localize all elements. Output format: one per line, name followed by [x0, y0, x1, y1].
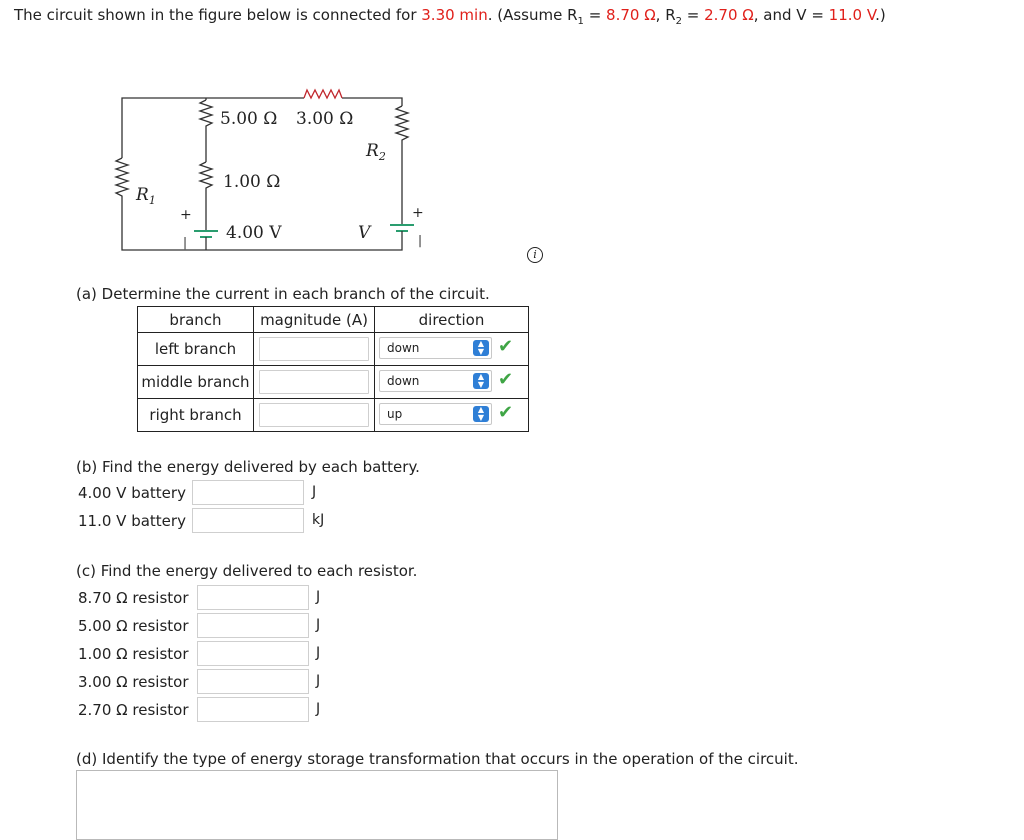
select-arrows-icon: ▲ ▼	[473, 340, 489, 356]
circuit-diagram	[100, 80, 440, 260]
select-arrows-icon: ▲ ▼	[473, 373, 489, 389]
plus-sign-right: +	[412, 205, 424, 221]
plus-sign-middle: +	[180, 207, 192, 223]
branch-table	[137, 306, 529, 432]
select-arrows-icon: ▲ ▼	[473, 406, 489, 422]
header-branch: branch	[138, 307, 254, 333]
label-1ohm: 1.00 Ω	[223, 172, 281, 192]
direction-select-right[interactable]	[379, 403, 492, 425]
magnitude-input-left[interactable]	[259, 337, 369, 361]
label-r1: $R_1$	[136, 185, 156, 207]
resistor-5-00-input[interactable]	[197, 613, 309, 638]
equals-sign: =	[682, 6, 705, 24]
r2-value: 2.70 Ω	[704, 6, 754, 24]
question-b: (b) Find the energy delivered by each battery.	[76, 458, 420, 476]
wire-top-left	[122, 98, 206, 158]
label-5ohm: 5.00 Ω	[220, 109, 278, 129]
resistor-5ohm	[200, 100, 212, 162]
table-row	[138, 399, 529, 432]
r2-subscript: 2	[675, 16, 683, 27]
label-v: V	[358, 223, 371, 243]
label-3ohm: 3.00 Ω	[296, 109, 354, 129]
problem-intro	[14, 6, 886, 27]
branch-label: right branch	[138, 399, 254, 432]
label-r2: $R_2$	[366, 141, 386, 163]
header-direction: direction	[375, 307, 529, 333]
magnitude-input-right[interactable]	[259, 403, 369, 427]
minus-sign-right: |	[418, 233, 423, 247]
header-magnitude: magnitude (A)	[254, 307, 375, 333]
intro-text: , and V =	[753, 6, 829, 24]
resistor-3-00-input[interactable]	[197, 669, 309, 694]
question-d: (d) Identify the type of energy storage transformation that occurs in the operation of the circuit.	[76, 750, 799, 768]
branch-label: left branch	[138, 333, 254, 366]
check-icon: ✔	[498, 369, 514, 390]
resistor-1-00-unit: J	[316, 645, 321, 661]
intro-text: , R	[655, 6, 676, 24]
check-icon: ✔	[498, 402, 514, 423]
r1-value: 8.70 Ω	[606, 6, 656, 24]
v-value: 11.0 V	[828, 6, 876, 24]
battery-4v-label: 4.00 V battery	[78, 484, 186, 502]
battery-11v-input[interactable]	[192, 508, 304, 533]
resistor-1ohm	[200, 162, 212, 230]
resistor-2-70-label: 2.70 Ω resistor	[78, 701, 189, 719]
resistor-3-00-label: 3.00 Ω resistor	[78, 673, 189, 691]
resistor-5-00-label: 5.00 Ω resistor	[78, 617, 189, 635]
info-icon[interactable]: i	[527, 247, 543, 263]
equals-sign: =	[583, 6, 607, 24]
direction-value: down	[387, 374, 420, 388]
resistor-r2	[396, 106, 408, 225]
resistor-8-70-label: 8.70 Ω resistor	[78, 589, 189, 607]
direction-select-middle[interactable]	[379, 370, 492, 392]
battery-4v-unit: J	[312, 484, 317, 500]
table-header-row	[138, 307, 529, 333]
table-row	[138, 366, 529, 399]
resistor-3ohm	[304, 90, 342, 98]
battery-4v-input[interactable]	[192, 480, 304, 505]
question-c: (c) Find the energy delivered to each resistor.	[76, 562, 418, 580]
resistor-2-70-input[interactable]	[197, 697, 309, 722]
magnitude-input-middle[interactable]	[259, 370, 369, 394]
check-icon: ✔	[498, 336, 514, 357]
resistor-8-70-input[interactable]	[197, 585, 309, 610]
direction-value: down	[387, 341, 420, 355]
time-value: 3.30 min	[421, 6, 488, 24]
resistor-r1	[116, 158, 128, 200]
minus-sign-middle: |	[183, 235, 188, 249]
resistor-8-70-unit: J	[316, 589, 321, 605]
battery-11v-unit: kJ	[312, 512, 325, 528]
question-a: (a) Determine the current in each branch of the circuit.	[76, 285, 490, 303]
wire-top-right	[342, 98, 402, 106]
intro-text: The circuit shown in the figure below is connected for	[14, 6, 422, 24]
resistor-2-70-unit: J	[316, 701, 321, 717]
label-4v: 4.00 V	[226, 223, 282, 243]
answer-textarea[interactable]	[76, 770, 558, 840]
intro-text: . (Assume R	[487, 6, 578, 24]
branch-label: middle branch	[138, 366, 254, 399]
resistor-5-00-unit: J	[316, 617, 321, 633]
direction-select-left[interactable]	[379, 337, 492, 359]
resistor-3-00-unit: J	[316, 673, 321, 689]
table-row	[138, 333, 529, 366]
resistor-1-00-label: 1.00 Ω resistor	[78, 645, 189, 663]
direction-value: up	[387, 407, 403, 421]
r1-subscript: 1	[577, 16, 584, 27]
intro-text: .)	[875, 6, 886, 24]
resistor-1-00-input[interactable]	[197, 641, 309, 666]
battery-11v-label: 11.0 V battery	[78, 512, 186, 530]
